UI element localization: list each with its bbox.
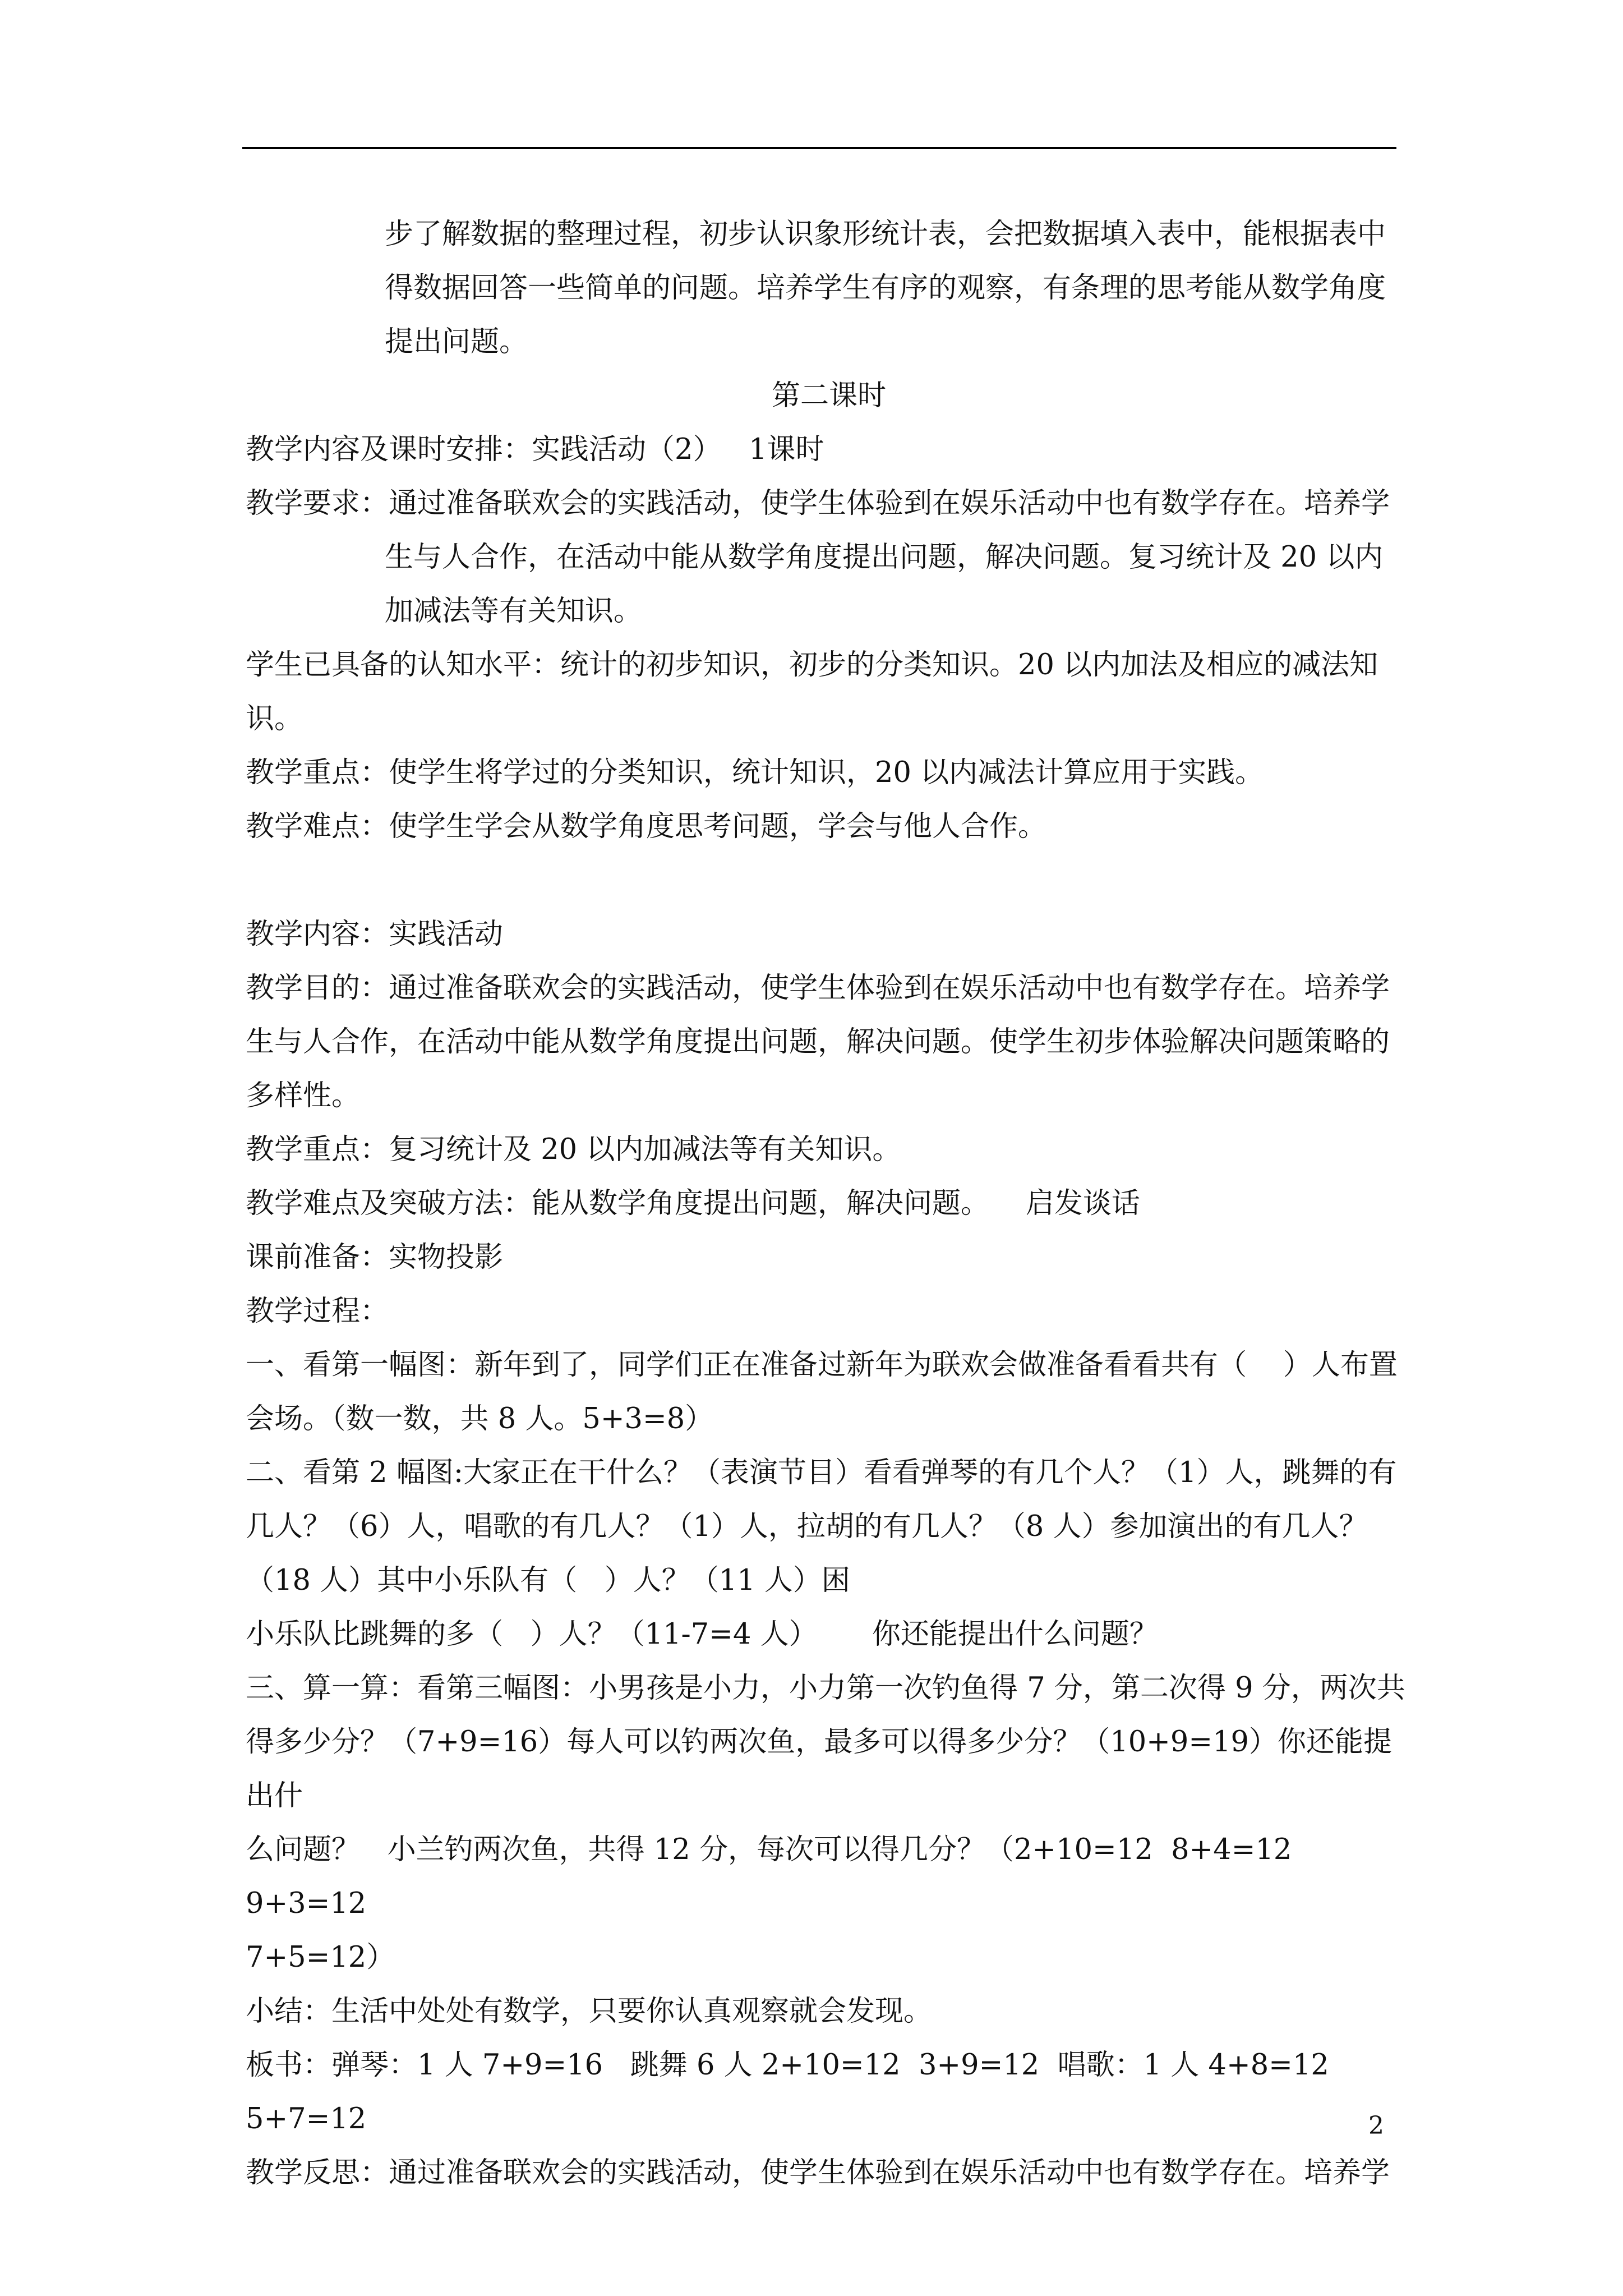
- step-two-line: 几人？（6）人，唱歌的有几人？（1）人，拉胡的有几人？（8 人）参加演出的有几人？: [246, 1510, 1368, 1543]
- key-points-line: 教学重点：使学生将学过的分类知识，统计知识，20 以内减法计算应用于实践。: [246, 756, 1264, 789]
- key-points-line: 教学重点：复习统计及 20 以内加减法等有关知识。: [246, 1133, 901, 1166]
- reflection-line: 教学反思：通过准备联欢会的实践活动，使学生体验到在娱乐活动中也有数学存在。培养学: [246, 2156, 1390, 2189]
- objective-line: 提出问题。: [385, 325, 528, 358]
- teaching-purpose-line: 教学目的：通过准备联欢会的实践活动，使学生体验到在娱乐活动中也有数学存在。培养学: [246, 972, 1390, 1005]
- preparation-line: 课前准备：实物投影: [246, 1241, 504, 1274]
- step-one-line: 一、看第一幅图：新年到了，同学们正在准备过新年为联欢会做准备看看共有（ ）人布置: [246, 1349, 1398, 1382]
- process-heading: 教学过程：: [246, 1295, 389, 1328]
- teaching-purpose-line: 多样性。: [246, 1079, 361, 1112]
- board-writing-line: 板书：弹琴：1 人 7+9=16 跳舞 6 人 2+10=12 3+9=12 唱歌：1 人 4+8=12 5+7=12: [246, 2049, 1348, 2136]
- page-number: 2: [1368, 2111, 1384, 2140]
- difficulties-method-line: 教学难点及突破方法：能从数学角度提出问题，解决问题。 启发谈话: [246, 1187, 1140, 1220]
- teaching-purpose-line: 生与人合作，在活动中能从数学角度提出问题，解决问题。使学生初步体验解决问题策略的: [246, 1025, 1390, 1059]
- cognitive-level-line: 识。: [246, 702, 303, 735]
- requirements-line: 教学要求：通过准备联欢会的实践活动，使学生体验到在娱乐活动中也有数学存在。培养学: [246, 487, 1390, 520]
- requirements-line: 加减法等有关知识。: [385, 595, 643, 628]
- step-three-line: 三、算一算：看第三幅图：小男孩是小力，小力第一次钓鱼得 7 分，第二次得 9 分，两次共: [246, 1672, 1405, 1705]
- requirements-line: 生与人合作，在活动中能从数学角度提出问题，解决问题。复习统计及 20 以内: [385, 541, 1384, 574]
- step-two-line: 小乐队比跳舞的多（ ）人？（11-7=4 人） 你还能提出什么问题？: [246, 1618, 1158, 1651]
- step-three-line: 7+5=12）: [246, 1941, 395, 1974]
- page-body: [246, 208, 1412, 2200]
- section-heading: 第二课时: [771, 379, 886, 412]
- content-schedule-line: 教学内容及课时安排：实践活动（2） 1课时: [246, 433, 824, 466]
- step-three-line: 得多少分？（7+9=16）每人可以钓两次鱼，最多可以得多少分？（10+9=19）你还能提出什: [246, 1726, 1392, 1812]
- step-one-line: 会场。（数一数，共 8 人。5+3=8）: [246, 1402, 714, 1435]
- teaching-content-line: 教学内容：实践活动: [246, 918, 504, 951]
- step-two-line: 二、看第 2 幅图:大家正在干什么？（表演节目）看看弹琴的有几个人？（1）人，跳舞的有: [246, 1456, 1397, 1489]
- blank-line: [246, 854, 1412, 908]
- objective-line: 得数据回答一些简单的问题。培养学生有序的观察，有条理的思考能从数学角度: [385, 272, 1386, 305]
- difficulties-line: 教学难点：使学生学会从数学角度思考问题，学会与他人合作。: [246, 810, 1047, 843]
- header-rule: [242, 147, 1396, 149]
- step-three-line: 么问题？ 小兰钓两次鱼，共得 12 分，每次可以得几分？（2+10=12 8+4=12 9+3=12: [246, 1833, 1310, 1920]
- summary-line: 小结：生活中处处有数学，只要你认真观察就会发现。: [246, 1995, 933, 2028]
- cognitive-level-line: 学生已具备的认知水平：统计的初步知识，初步的分类知识。20 以内加法及相应的减法知: [246, 648, 1378, 682]
- step-two-line: （18 人）其中小乐队有（ ）人？（11 人）困: [246, 1564, 850, 1597]
- objective-line: 步了解数据的整理过程，初步认识象形统计表，会把数据填入表中，能根据表中: [385, 218, 1386, 251]
